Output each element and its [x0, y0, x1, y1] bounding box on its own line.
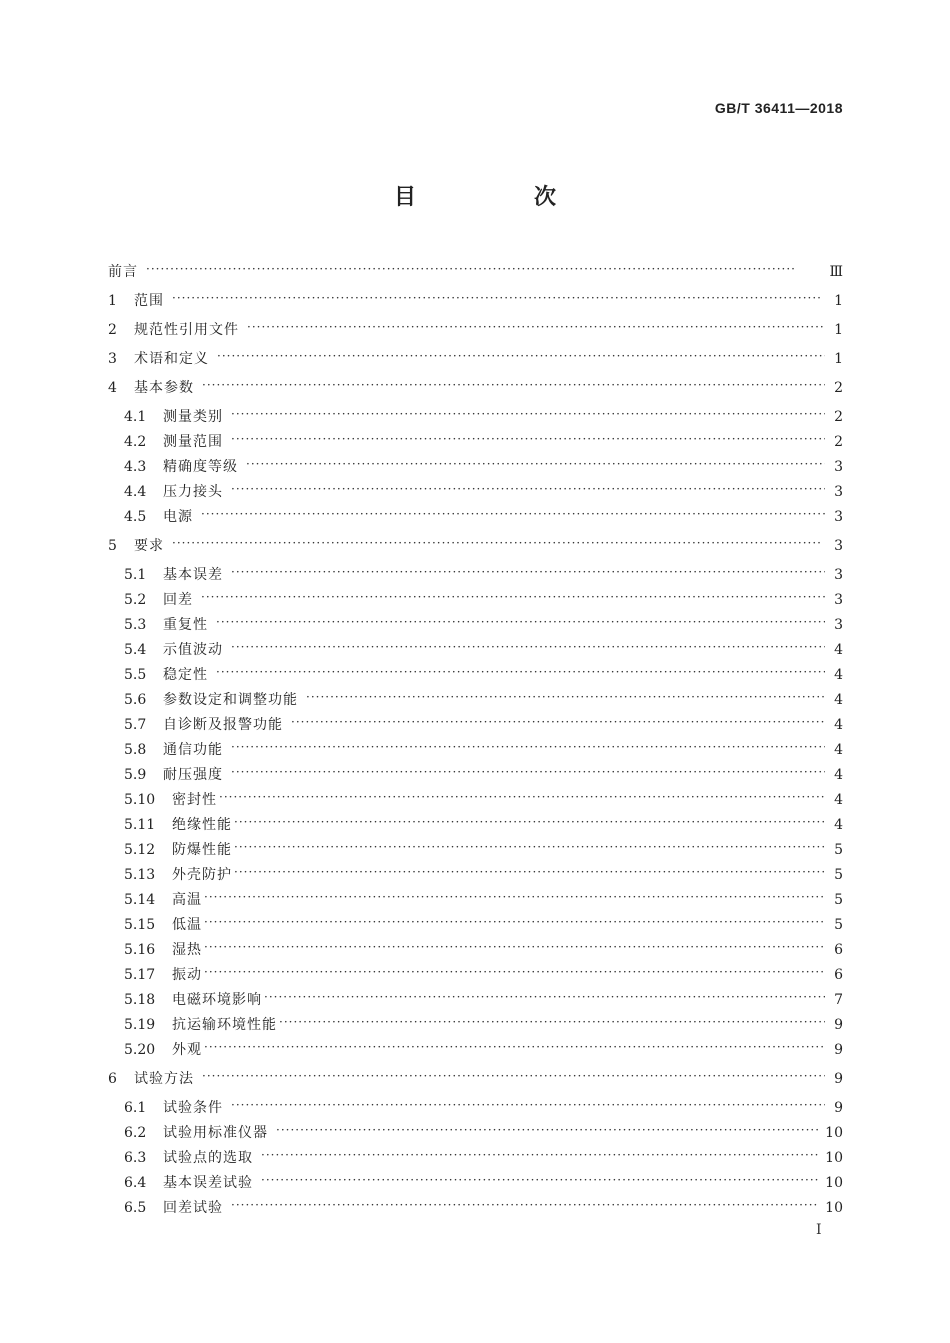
- toc-dot-leader: [231, 480, 825, 498]
- toc-dot-leader: [201, 505, 825, 523]
- toc-dot-leader: [306, 688, 825, 706]
- toc-entry[interactable]: [124, 1092, 843, 1117]
- toc-dot-leader: [231, 763, 825, 781]
- toc-entry-number: 4.4: [124, 484, 147, 500]
- toc-entry[interactable]: [124, 1009, 843, 1034]
- toc-entry[interactable]: [124, 426, 843, 451]
- toc-entry-label: 防爆性能: [172, 842, 232, 858]
- toc-entry-page: Ⅲ: [829, 264, 843, 280]
- toc-entry-label: 范围: [134, 293, 164, 309]
- toc-entry-number: 5.16: [124, 942, 156, 958]
- toc-entry-page: 4: [834, 817, 843, 833]
- toc-entry-label: 测量类别: [163, 409, 223, 425]
- toc-entry-label: 精确度等级: [163, 459, 238, 475]
- toc-entry[interactable]: [124, 559, 843, 584]
- toc-entry-page: 1: [834, 351, 843, 367]
- toc-entry-page: 9: [834, 1017, 843, 1033]
- toc-entry-page: 3: [834, 509, 843, 525]
- toc-dot-leader: [201, 588, 825, 606]
- toc-dot-leader: [231, 405, 825, 423]
- toc-entry-label: 试验条件: [163, 1100, 223, 1116]
- toc-entry[interactable]: [124, 1117, 843, 1142]
- toc-dot-leader: [247, 318, 825, 336]
- toc-entry-number: 5.12: [124, 842, 156, 858]
- toc-entry-number: 6: [108, 1071, 117, 1087]
- toc-entry-number: 4.3: [124, 459, 147, 475]
- toc-dot-leader: [279, 1013, 825, 1031]
- toc-entry-page: 4: [834, 767, 843, 783]
- toc-entry-page: 3: [834, 592, 843, 608]
- toc-dot-leader: [234, 863, 825, 881]
- toc-entry-number: 1: [108, 293, 117, 309]
- toc-entry-label: 通信功能: [163, 742, 223, 758]
- toc-entry-label: 测量范围: [163, 434, 223, 450]
- toc-dot-leader: [202, 1067, 825, 1085]
- toc-entry[interactable]: [124, 1034, 843, 1059]
- toc-entry-page: 4: [834, 642, 843, 658]
- toc-entry-page: 6: [834, 942, 843, 958]
- toc-entry-number: 6.2: [124, 1125, 147, 1141]
- toc-entry-label: 压力接头: [163, 484, 223, 500]
- toc-entry-page: 9: [834, 1071, 843, 1087]
- toc-entry-number: 5.10: [124, 792, 156, 808]
- toc-entry-label: 回差试验: [163, 1200, 223, 1216]
- toc-entry-label: 湿热: [172, 942, 202, 958]
- toc-dot-leader: [172, 534, 825, 552]
- toc-entry-number: 5.15: [124, 917, 156, 933]
- toc-entry-label: 低温: [172, 917, 202, 933]
- toc-entry[interactable]: [124, 809, 843, 834]
- toc-dot-leader: [231, 638, 825, 656]
- toc-dot-leader: [231, 430, 825, 448]
- toc-entry-page: 10: [825, 1150, 843, 1166]
- toc-dot-leader: [217, 347, 825, 365]
- toc-entry-number: 5.20: [124, 1042, 156, 1058]
- toc-dot-leader: [261, 1146, 819, 1164]
- toc-dot-leader: [231, 1196, 819, 1214]
- toc-entry-page: 7: [834, 992, 843, 1008]
- toc-dot-leader: [231, 738, 825, 756]
- toc-entry-number: 5.1: [124, 567, 147, 583]
- toc-entry[interactable]: [124, 709, 843, 734]
- toc-dot-leader: [231, 563, 825, 581]
- toc-entry[interactable]: [124, 984, 843, 1009]
- toc-entry-label: 外观: [172, 1042, 202, 1058]
- toc-entry-label: 前言: [108, 264, 138, 280]
- toc-entry[interactable]: [124, 734, 843, 759]
- toc-entry-page: 3: [834, 617, 843, 633]
- toc-entry-label: 回差: [163, 592, 193, 608]
- toc-dot-leader: [202, 376, 825, 394]
- toc-entry[interactable]: [124, 659, 843, 684]
- toc-entry-label: 基本参数: [134, 380, 194, 396]
- toc-dot-leader: [216, 613, 825, 631]
- toc-entry[interactable]: [124, 909, 843, 934]
- toc-entry-label: 试验点的选取: [163, 1150, 253, 1166]
- toc-entry-page: 3: [834, 459, 843, 475]
- toc-entry-label: 振动: [172, 967, 202, 983]
- toc-entry[interactable]: [124, 1142, 843, 1167]
- toc-dot-leader: [261, 1171, 819, 1189]
- toc-dot-leader: [234, 813, 825, 831]
- toc-entry-page: 10: [825, 1200, 843, 1216]
- toc-entry-label: 外壳防护: [172, 867, 232, 883]
- toc-entry-number: 4.5: [124, 509, 147, 525]
- toc-entry-label: 试验用标准仪器: [163, 1125, 268, 1141]
- toc-entry-page: 3: [834, 538, 843, 554]
- toc-entry-number: 6.5: [124, 1200, 147, 1216]
- toc-dot-leader: [246, 455, 825, 473]
- toc-entry-number: 6.1: [124, 1100, 147, 1116]
- toc-entry-number: 5.11: [124, 817, 156, 833]
- toc-entry[interactable]: [108, 285, 843, 310]
- toc-entry-label: 示值波动: [163, 642, 223, 658]
- toc-entry-number: 5.2: [124, 592, 147, 608]
- toc-dot-leader: [291, 713, 825, 731]
- toc-entry-page: 1: [834, 322, 843, 338]
- toc-entry-page: 10: [825, 1125, 843, 1141]
- toc-dot-leader: [146, 260, 823, 278]
- toc-entry[interactable]: [124, 501, 843, 526]
- toc-entry-number: 5: [108, 538, 117, 554]
- toc-entry[interactable]: [124, 401, 843, 426]
- toc-entry-number: 2: [108, 322, 117, 338]
- toc-entry[interactable]: [124, 934, 843, 959]
- toc-entry-page: 5: [834, 867, 843, 883]
- toc-entry[interactable]: [124, 784, 843, 809]
- toc-entry[interactable]: [124, 1167, 843, 1192]
- toc-entry-label: 试验方法: [134, 1071, 194, 1087]
- toc-dot-leader: [234, 838, 825, 856]
- toc-dot-leader: [204, 1038, 825, 1056]
- toc-entry[interactable]: [108, 372, 843, 397]
- toc-entry[interactable]: [108, 314, 843, 339]
- toc-entry-page: 5: [834, 917, 843, 933]
- toc-entry-page: 2: [834, 434, 843, 450]
- toc-entry-label: 基本误差: [163, 567, 223, 583]
- toc-entry-page: 3: [834, 567, 843, 583]
- toc-entry-number: 5.5: [124, 667, 147, 683]
- toc-entry-label: 稳定性: [163, 667, 208, 683]
- toc-entry-number: 4: [108, 380, 117, 396]
- toc-entry-number: 5.7: [124, 717, 147, 733]
- page-folio: Ⅰ: [816, 1222, 822, 1238]
- toc-entry-number: 4.1: [124, 409, 147, 425]
- toc-entry-label: 规范性引用文件: [134, 322, 239, 338]
- toc-entry[interactable]: [124, 684, 843, 709]
- toc-dot-leader: [172, 289, 825, 307]
- toc-dot-leader: [276, 1121, 819, 1139]
- toc-entry-page: 4: [834, 742, 843, 758]
- toc-dot-leader: [219, 788, 825, 806]
- toc-entry-label: 电源: [163, 509, 193, 525]
- toc-entry-number: 6.3: [124, 1150, 147, 1166]
- toc-entry[interactable]: [124, 476, 843, 501]
- toc-entry-label: 耐压强度: [163, 767, 223, 783]
- toc-entry-label: 基本误差试验: [163, 1175, 253, 1191]
- toc-entry-number: 5.3: [124, 617, 147, 633]
- toc-dot-leader: [204, 938, 825, 956]
- toc-entry[interactable]: [124, 584, 843, 609]
- toc-entry-label: 抗运输环境性能: [172, 1017, 277, 1033]
- toc-entry-number: 4.2: [124, 434, 147, 450]
- toc-entry[interactable]: [108, 530, 843, 555]
- toc-entry[interactable]: [124, 859, 843, 884]
- toc-entry-page: 3: [834, 484, 843, 500]
- toc-entry[interactable]: [124, 1192, 843, 1217]
- toc-entry-label: 自诊断及报警功能: [163, 717, 283, 733]
- toc-entry-number: 5.8: [124, 742, 147, 758]
- toc-entry-label: 参数设定和调整功能: [163, 692, 298, 708]
- toc-entry-label: 密封性: [172, 792, 217, 808]
- toc-entry-page: 4: [834, 717, 843, 733]
- toc-entry-page: 10: [825, 1175, 843, 1191]
- toc-entry-label: 要求: [134, 538, 164, 554]
- toc-entry[interactable]: [124, 959, 843, 984]
- toc-entry-page: 1: [834, 293, 843, 309]
- toc-dot-leader: [231, 1096, 825, 1114]
- toc-entry-label: 绝缘性能: [172, 817, 232, 833]
- toc-entry-number: 5.18: [124, 992, 156, 1008]
- toc-entry-page: 4: [834, 792, 843, 808]
- toc-entry-label: 高温: [172, 892, 202, 908]
- toc-dot-leader: [264, 988, 825, 1006]
- toc-entry-number: 5.6: [124, 692, 147, 708]
- toc-entry-label: 术语和定义: [134, 351, 209, 367]
- toc-entry-page: 4: [834, 667, 843, 683]
- toc-dot-leader: [204, 913, 825, 931]
- toc-dot-leader: [204, 888, 825, 906]
- toc-entry-number: 5.13: [124, 867, 156, 883]
- toc-entry-number: 5.17: [124, 967, 156, 983]
- toc-entry[interactable]: [108, 256, 843, 281]
- standard-code: GB/T 36411—2018: [714, 100, 843, 116]
- toc-title: 目 次: [393, 185, 604, 210]
- toc-entry-number: 3: [108, 351, 117, 367]
- toc-entry[interactable]: [108, 343, 843, 368]
- toc-entry-number: 5.14: [124, 892, 156, 908]
- toc-entry-page: 2: [834, 409, 843, 425]
- toc-entry-number: 5.19: [124, 1017, 156, 1033]
- toc-entry[interactable]: [124, 609, 843, 634]
- toc-entry-number: 5.4: [124, 642, 147, 658]
- toc-entry-page: 4: [834, 692, 843, 708]
- toc-entry[interactable]: [108, 1063, 843, 1088]
- toc-entry-page: 2: [834, 380, 843, 396]
- toc-dot-leader: [204, 963, 825, 981]
- toc-entry-number: 5.9: [124, 767, 147, 783]
- toc-entry-label: 电磁环境影响: [172, 992, 262, 1008]
- toc-entry[interactable]: [124, 884, 843, 909]
- toc-entry-page: 5: [834, 892, 843, 908]
- toc-entry-page: 5: [834, 842, 843, 858]
- toc-entry-page: 9: [834, 1100, 843, 1116]
- toc-entry-page: 6: [834, 967, 843, 983]
- toc-entry-number: 6.4: [124, 1175, 147, 1191]
- toc-entry[interactable]: [124, 834, 843, 859]
- toc-dot-leader: [216, 663, 825, 681]
- toc-entry[interactable]: [124, 451, 843, 476]
- toc-entry-label: 重复性: [163, 617, 208, 633]
- toc-entry[interactable]: [124, 634, 843, 659]
- toc-entry[interactable]: [124, 759, 843, 784]
- toc-entry-page: 9: [834, 1042, 843, 1058]
